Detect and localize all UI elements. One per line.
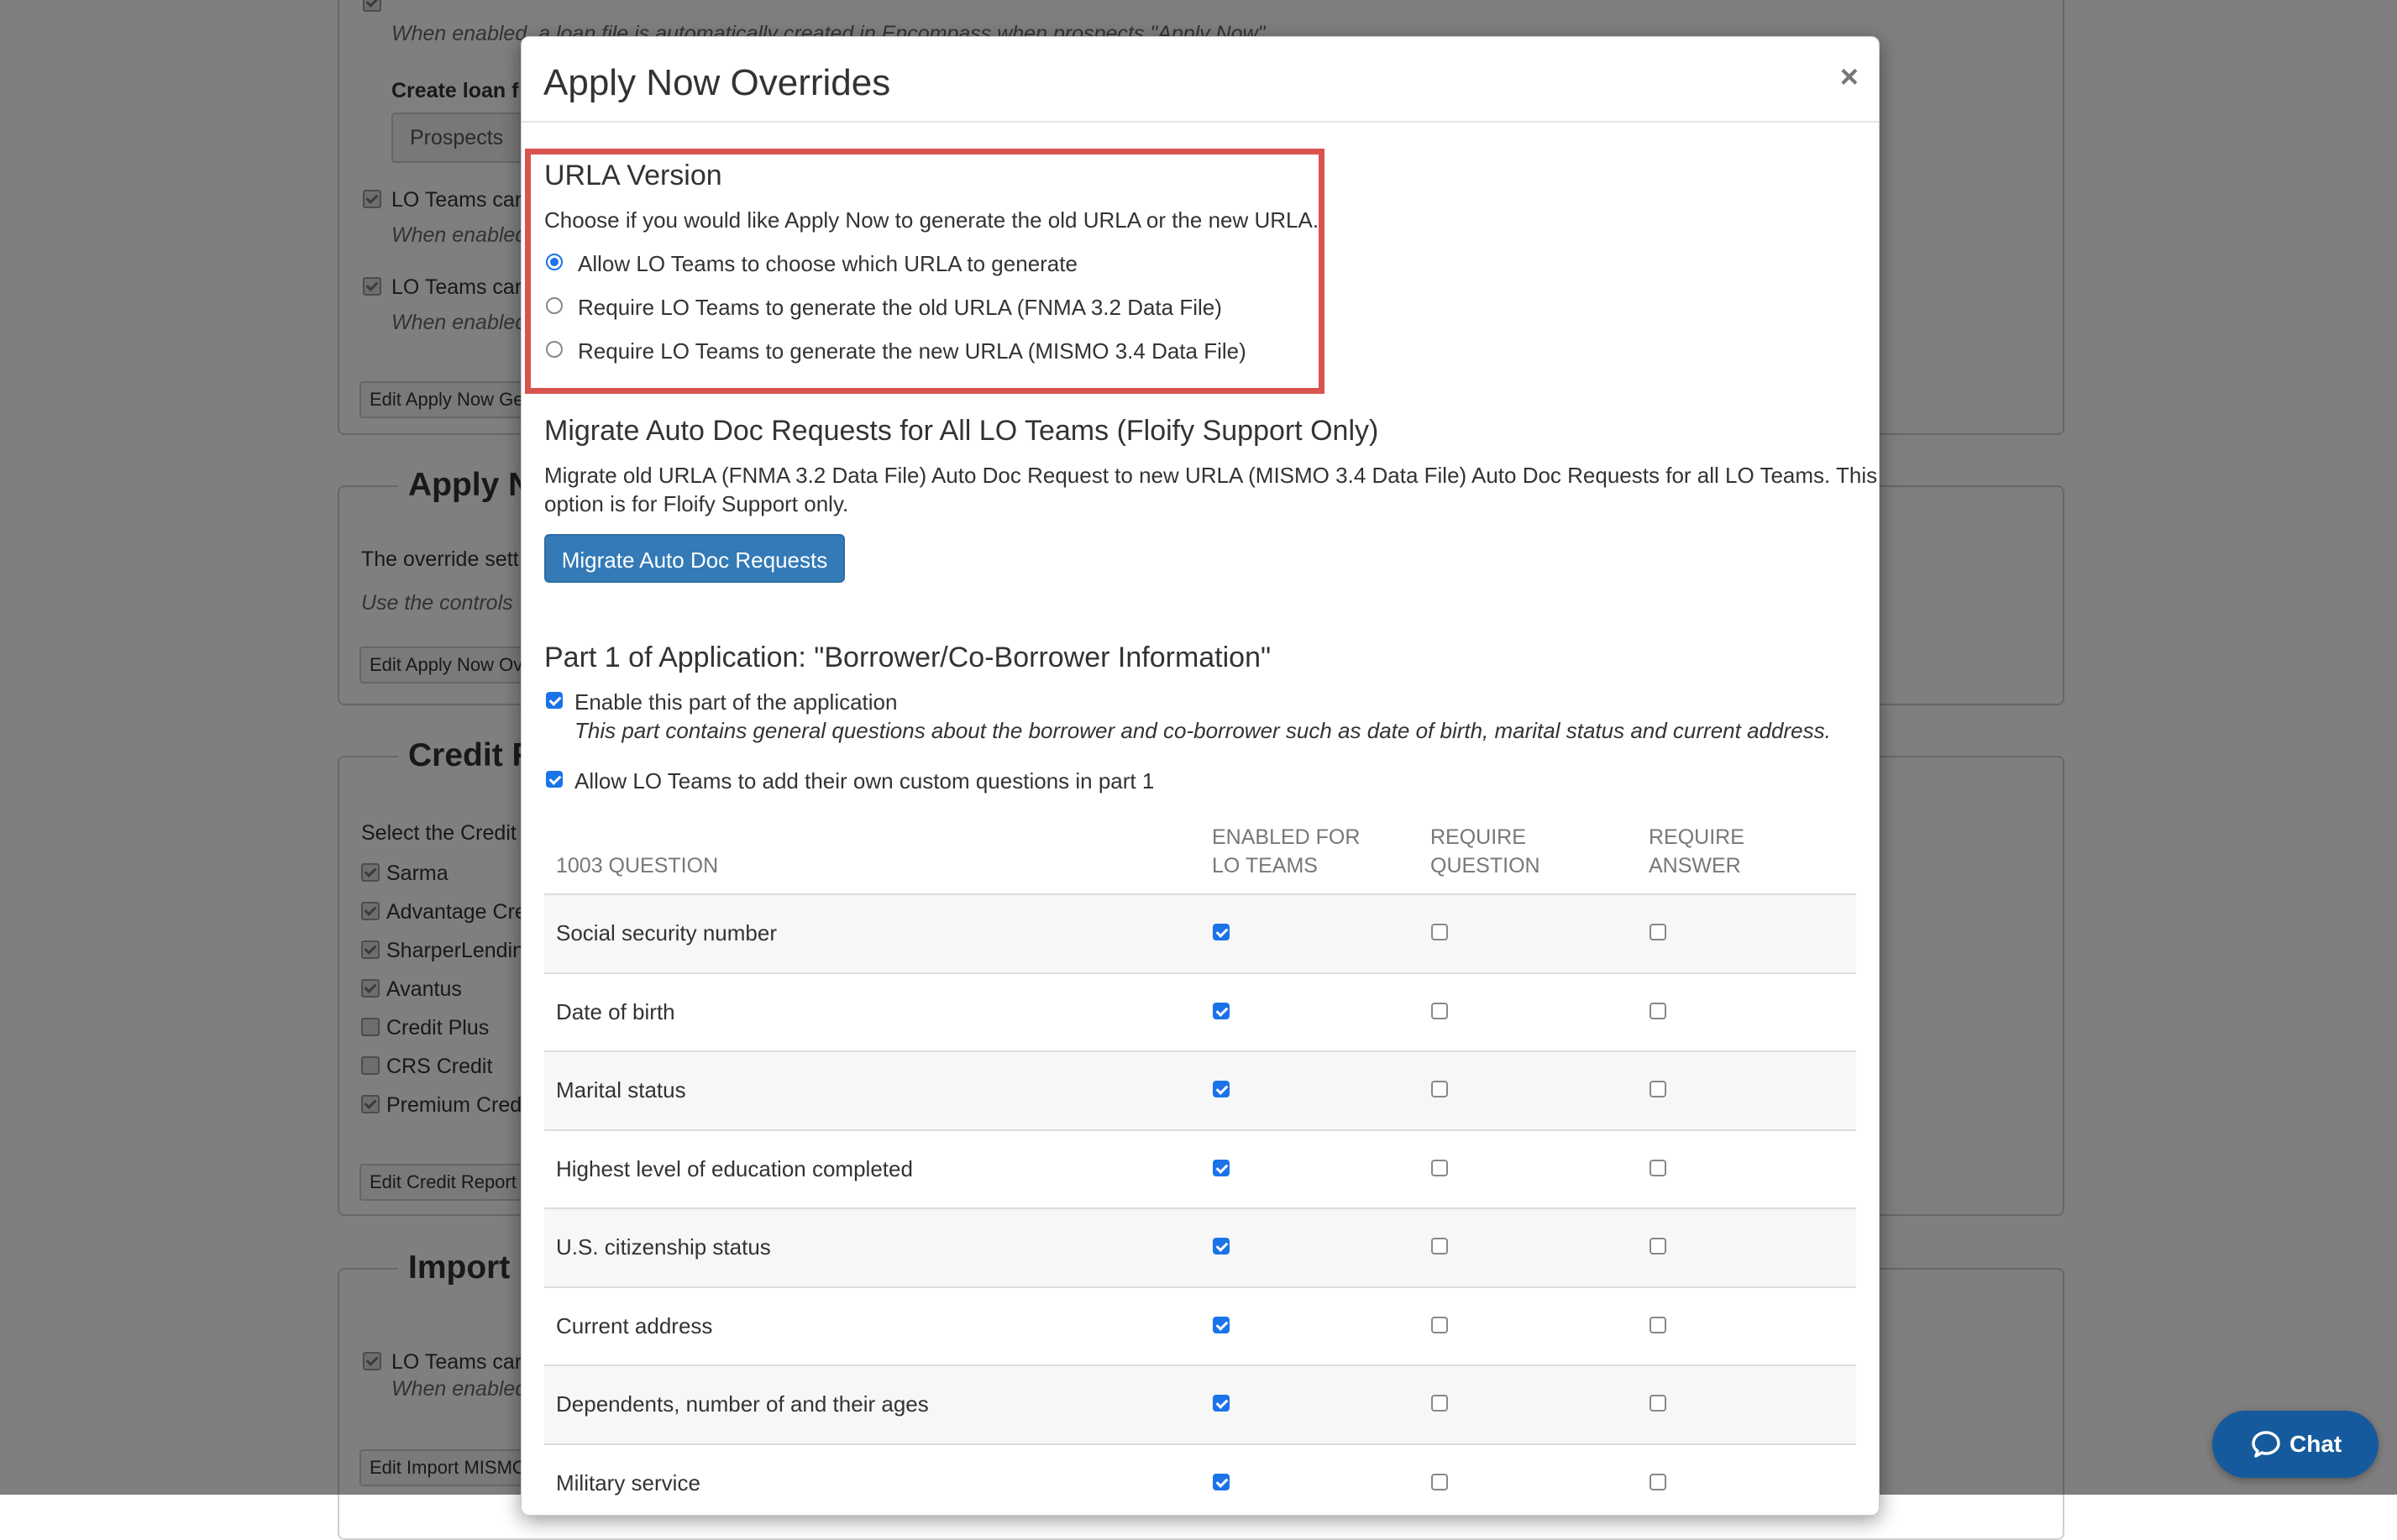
col-header-require-question-line2: QUESTION bbox=[1430, 854, 1540, 877]
table-row bbox=[544, 1207, 1856, 1286]
urla-description: Choose if you would like Apply Now to generate the old URLA or the new URLA. bbox=[544, 207, 1319, 233]
require-answer-checkbox[interactable] bbox=[1650, 1160, 1666, 1176]
require-question-checkbox[interactable] bbox=[1431, 1395, 1448, 1412]
apply-now-overrides-modal bbox=[521, 36, 1880, 1516]
col-header-require-answer-line1: REQUIRE bbox=[1649, 825, 1744, 849]
urla-option-old-radio[interactable] bbox=[546, 297, 563, 314]
part1-custom-questions-checkbox[interactable] bbox=[546, 771, 563, 788]
urla-option-new-label: Require LO Teams to generate the new URLA (MISMO 3.4 Data File) bbox=[578, 338, 1246, 364]
require-answer-checkbox[interactable] bbox=[1650, 1238, 1666, 1255]
enabled-checkbox[interactable] bbox=[1213, 1160, 1230, 1176]
col-header-require-answer-line2: ANSWER bbox=[1649, 854, 1741, 877]
migrate-description-line1: Migrate old URLA (FNMA 3.2 Data File) Auto Doc Request to new URLA (MISMO 3.4 Data File) Auto Doc Requests for all LO Teams. This bbox=[544, 463, 1878, 488]
require-question-checkbox[interactable] bbox=[1431, 1160, 1448, 1176]
enabled-checkbox[interactable] bbox=[1213, 1395, 1230, 1412]
modal-title: Apply Now Overrides bbox=[543, 62, 891, 103]
part1-custom-questions-label: Allow LO Teams to add their own custom questions in part 1 bbox=[574, 768, 1155, 794]
migrate-auto-doc-requests-button[interactable]: Migrate Auto Doc Requests bbox=[544, 534, 845, 583]
require-answer-checkbox[interactable] bbox=[1650, 1003, 1666, 1019]
enabled-checkbox[interactable] bbox=[1213, 1317, 1230, 1333]
col-header-enabled-line2: LO TEAMS bbox=[1212, 854, 1318, 877]
table-row bbox=[544, 893, 1856, 972]
col-header-question: 1003 QUESTION bbox=[556, 854, 719, 877]
table-row bbox=[544, 1286, 1856, 1365]
enabled-checkbox[interactable] bbox=[1213, 1003, 1230, 1019]
question-label: Highest level of education completed bbox=[556, 1155, 913, 1181]
table-row bbox=[544, 972, 1856, 1051]
require-question-checkbox[interactable] bbox=[1431, 924, 1448, 940]
urla-option-choose-label: Allow LO Teams to choose which URLA to generate bbox=[578, 251, 1078, 276]
urla-option-old-label: Require LO Teams to generate the old URLA (FNMA 3.2 Data File) bbox=[578, 295, 1222, 320]
question-label: Social security number bbox=[556, 920, 777, 945]
enabled-checkbox[interactable] bbox=[1213, 1238, 1230, 1255]
question-label: Marital status bbox=[556, 1077, 686, 1103]
migrate-description-line2: option is for Floify Support only. bbox=[544, 491, 849, 516]
require-answer-checkbox[interactable] bbox=[1650, 1474, 1666, 1490]
require-question-checkbox[interactable] bbox=[1431, 1238, 1448, 1255]
require-answer-checkbox[interactable] bbox=[1650, 1395, 1666, 1412]
question-label: U.S. citizenship status bbox=[556, 1234, 771, 1260]
require-question-checkbox[interactable] bbox=[1431, 1003, 1448, 1019]
require-question-checkbox[interactable] bbox=[1431, 1317, 1448, 1333]
table-row bbox=[544, 1365, 1856, 1443]
enabled-checkbox[interactable] bbox=[1213, 1474, 1230, 1490]
urla-option-new-radio[interactable] bbox=[546, 341, 563, 358]
part1-heading: Part 1 of Application: "Borrower/Co-Borrower Information" bbox=[544, 642, 1272, 673]
require-question-checkbox[interactable] bbox=[1431, 1474, 1448, 1490]
chat-button[interactable] bbox=[2212, 1411, 2379, 1478]
question-label: Dependents, number of and their ages bbox=[556, 1391, 929, 1417]
col-header-require-question-line1: REQUIRE bbox=[1430, 825, 1526, 849]
require-answer-checkbox[interactable] bbox=[1650, 924, 1666, 940]
part1-enable-label: Enable this part of the application bbox=[574, 689, 898, 715]
enabled-checkbox[interactable] bbox=[1213, 924, 1230, 940]
require-answer-checkbox[interactable] bbox=[1650, 1317, 1666, 1333]
part1-enable-checkbox[interactable] bbox=[546, 692, 563, 709]
urla-heading: URLA Version bbox=[544, 160, 722, 191]
table-row bbox=[544, 1050, 1856, 1129]
chat-bubble-icon bbox=[2251, 1429, 2281, 1465]
part1-enable-description: This part contains general questions about the borrower and co-borrower such as date of birth, marital status and current address. bbox=[574, 718, 1831, 743]
require-question-checkbox[interactable] bbox=[1431, 1081, 1448, 1097]
enabled-checkbox[interactable] bbox=[1213, 1081, 1230, 1097]
require-answer-checkbox[interactable] bbox=[1650, 1081, 1666, 1097]
migrate-heading: Migrate Auto Doc Requests for All LO Teams (Floify Support Only) bbox=[544, 415, 1379, 447]
question-label: Military service bbox=[556, 1469, 700, 1495]
table-row bbox=[544, 1129, 1856, 1208]
col-header-enabled-line1: ENABLED FOR bbox=[1212, 825, 1361, 849]
urla-option-choose-radio[interactable] bbox=[546, 254, 563, 270]
modal-header bbox=[522, 37, 1879, 123]
table-row bbox=[544, 1443, 1856, 1516]
close-icon[interactable]: × bbox=[1839, 60, 1859, 95]
chat-label: Chat bbox=[2289, 1431, 2342, 1457]
question-label: Current address bbox=[556, 1312, 713, 1338]
question-label: Date of birth bbox=[556, 998, 675, 1024]
